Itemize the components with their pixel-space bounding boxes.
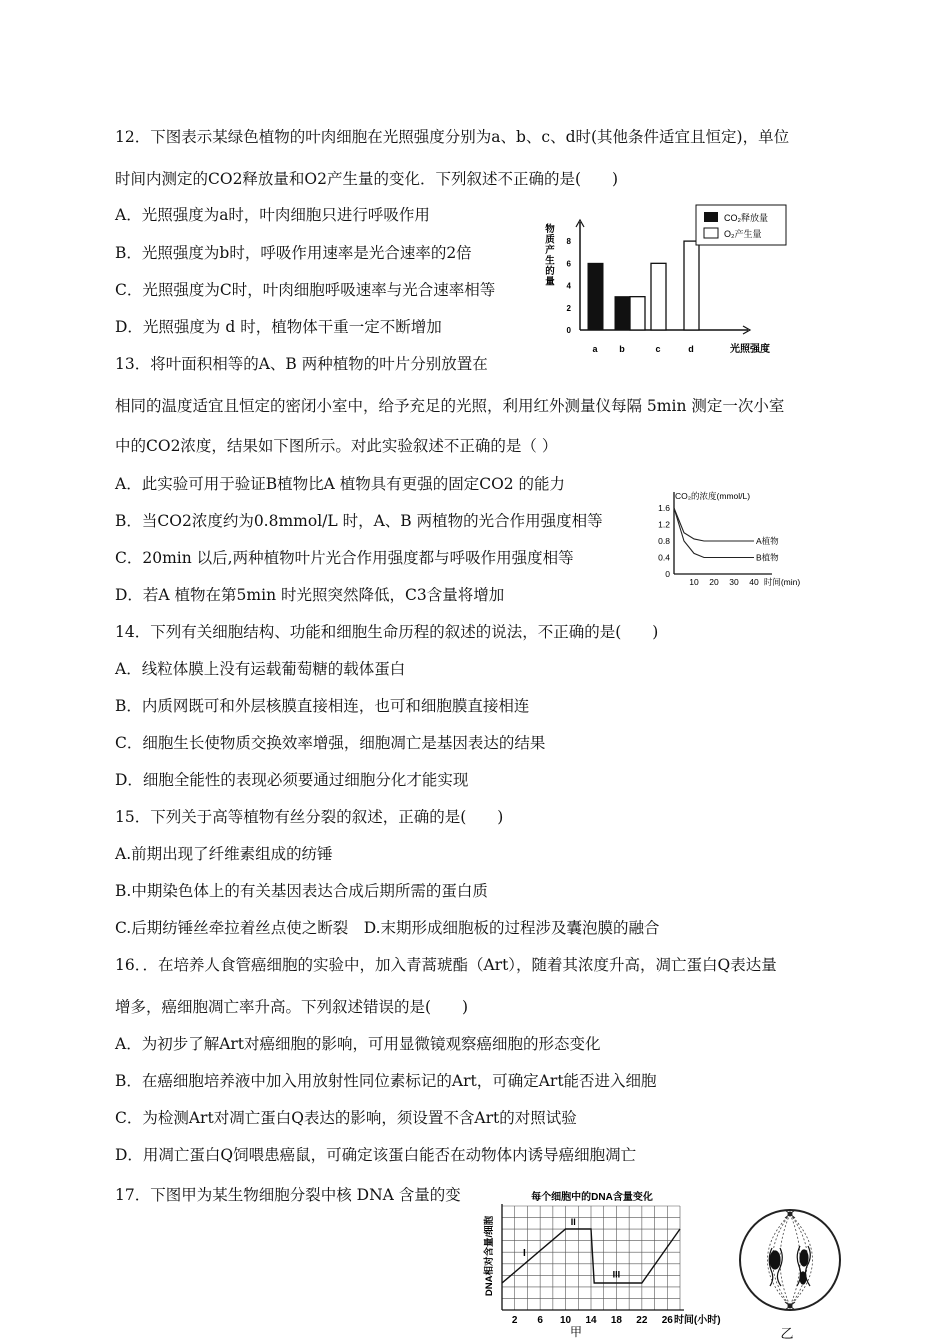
fig12-y-tick-label: 8 [566,237,571,247]
q14-option-b: B．内质网既可和外层核膜直接相连，也可和细胞膜直接相连 [115,697,530,715]
fig13-line-chart [654,488,804,588]
fig17a-x-tick-label: 14 [585,1315,597,1326]
fig13-y-tick-label: 0.4 [658,552,670,563]
q12-option-a: A．光照强度为a时，叶肉细胞只进行呼吸作用 [115,206,430,224]
q16-option-d: D．用凋亡蛋白Q饲喂患癌鼠，可确定该蛋白能否在动物体内诱导癌细胞凋亡 [115,1146,637,1164]
q13-option-c: C．20min 以后,两种植物叶片光合作用强度都与呼吸作用强度相等 [115,549,574,567]
fig17b-caption: 乙 [780,1326,794,1341]
fig13-y-tick-label: 1.2 [658,519,670,530]
q16-option-a: A．为初步了解Art对癌细胞的影响，可用显微镜观察癌细胞的形态变化 [115,1035,601,1053]
q15-option-b: B.中期染色体上的有关基因表达合成后期所需的蛋白质 [115,882,488,900]
fig13-x-tick-label: 10 [689,577,699,587]
fig12-bar-o2 [684,241,699,330]
fig12-bar-o2 [630,297,645,330]
q13-stem-line2: 相同的温度适宜且恒定的密闭小室中，给予充足的光照，利用红外测量仪每隔 5min 测定一次小室 [115,397,785,415]
fig17a-dna-chart [480,1188,730,1344]
fig17a-x-tick-label: 6 [537,1315,543,1326]
q16-stem-line2: 增多，癌细胞凋亡率升高。下列叙述错误的是( ) [115,998,469,1016]
q12-option-c: C．光照强度为C时，叶肉细胞呼吸速率与光合速率相等 [115,281,496,299]
q14-option-c: C．细胞生长使物质交换效率增强，细胞凋亡是基因表达的结果 [115,734,546,752]
q16-stem-line1: 16．．在培养人食管癌细胞的实验中，加入青蒿琥酯（Art），随着其浓度升高，凋亡蛋白Q表达量 [115,956,777,974]
q12-option-b: B．光照强度为b时，呼吸作用速率是光合速率的2倍 [115,244,472,262]
q12-stem-line2: 时间内测定的CO2释放量和O2产生量的变化．下列叙述不正确的是( ) [115,170,619,188]
fig12-x-tick-label: b [619,344,625,354]
fig13-line-b [674,508,754,558]
fig12-legend-label-co2: CO₂释放量 [724,213,768,223]
fig13-series-label-b: B植物 [756,552,779,563]
cell-membrane [740,1210,840,1310]
q13-stem-line3: 中的CO2浓度，结果如下图所示。对此实验叙述不正确的是（ ） [115,437,558,455]
fig12-bar-co2 [588,263,603,330]
fig13-line-a [674,508,754,541]
fig12-y-tick-label: 2 [566,303,571,313]
q15-stem: 15．下列关于高等植物有丝分裂的叙述，正确的是( ) [115,808,504,826]
fig12-x-label: 光照强度 [730,344,770,355]
q13-option-d: D．若A 植物在第5min 时光照突然降低，C3含量将增加 [115,586,505,604]
q12-option-d: D．光照强度为 d 时，植物体干重一定不断增加 [115,318,442,336]
fig17a-x-tick-label: 26 [661,1315,673,1326]
fig13-x-tick-label: 40 [749,577,759,587]
fig12-legend-label-o2: O₂产生量 [724,229,762,239]
fig13-series-label-a: A植物 [756,536,779,546]
fig12-y-label-char: 生 [545,255,555,267]
fig12-x-tick-label: c [655,344,661,354]
fig12-x-tick-label: a [592,344,598,354]
fig17a-x-tick-label: 2 [511,1315,518,1326]
fig12-legend-box [696,205,786,245]
fig17a-stage-label-1: I [522,1248,526,1259]
centriole-bottom [785,1302,795,1310]
q14-option-d: D．细胞全能性的表现必须要通过细胞分化才能实现 [115,771,469,789]
fig12-legend-swatch-co2 [704,212,718,222]
q12-stem-line1: 12．下图表示某绿色植物的叶肉细胞在光照强度分别为a、b、c、d时(其他条件适宜且恒定)，单位 [115,128,790,146]
fig13-x-tick-label: 20 [709,577,719,587]
fig17a-x-unit: 时间(小时) [673,1315,721,1326]
fig17a-caption: 甲 [569,1325,583,1339]
fig12-bar-chart [538,200,788,360]
fig12-legend-swatch-o2 [704,228,718,238]
q16-option-c: C．为检测Art对凋亡蛋白Q表达的影响，须设置不含Art的对照试验 [115,1109,577,1127]
fig13-title: CO₂的浓度(mmol/L) [675,491,751,501]
q16-option-b: B．在癌细胞培养液中加入用放射性同位素标记的Art，可确定Art能否进入细胞 [115,1072,657,1090]
q13-option-a: A．此实验可用于验证B植物比A 植物具有更强的固定CO2 的能力 [115,475,566,493]
q15-option-a: A.前期出现了纤维素组成的纺锤 [115,845,333,863]
fig17a-y-label: DNA相对含量/细胞 [484,1215,495,1297]
centriole-top [785,1210,795,1218]
fig13-x-tick-label: 30 [729,577,739,587]
fig12-y-label-char: 量 [545,276,555,288]
fig12-y-label-char: 的 [545,266,555,277]
fig12-bar-co2 [615,297,630,330]
fig17a-stage-label-2: II [570,1216,576,1227]
q15-option-cd: C.后期纺锤丝牵拉着丝点使之断裂 D.末期形成细胞板的过程涉及囊泡膜的融合 [115,919,660,937]
fig17a-title: 每个细胞中的DNA含量变化 [531,1192,653,1203]
q14-stem: 14．下列有关细胞结构、功能和细胞生命历程的叙述的说法，不正确的是( ) [115,623,659,641]
fig13-x-unit: 时间(min) [763,577,801,587]
fig12-y-label-char: 质 [545,234,555,246]
fig12-y-label-char: 物 [545,224,555,235]
fig13-y-tick-label: 0.8 [658,536,670,546]
fig17a-x-tick-label: 22 [636,1315,648,1326]
fig17a-x-tick-label: 18 [610,1315,622,1326]
fig12-y-tick-label: 4 [566,281,571,291]
fig13-y-tick-label: 0 [665,569,670,579]
fig17a-x-tick-label: 10 [560,1315,572,1326]
q17-stem: 17．下图甲为某生物细胞分裂中核 DNA 含量的变 [115,1186,461,1204]
fig17a-stage-label-3: III [612,1269,621,1280]
fig12-y-tick-label: 6 [566,259,571,269]
fig12-y-tick-label: 0 [566,326,571,335]
q13-option-b: B．当CO2浓度约为0.8mmol/L 时，A、B 两植物的光合作用强度相等 [115,512,603,530]
q13-stem-line1: 13．将叶面积相等的A、B 两种植物的叶片分别放置在 [115,355,488,373]
fig13-y-tick-label: 1.6 [658,503,670,513]
chromosomes [769,1246,810,1286]
fig12-x-tick-label: d [688,344,694,354]
fig12-y-label-char: 产 [545,245,555,256]
q14-option-a: A．线粒体膜上没有运载葡萄糖的载体蛋白 [115,660,406,678]
fig12-bar-o2 [651,263,666,330]
fig17b-cell-diagram [735,1198,845,1344]
